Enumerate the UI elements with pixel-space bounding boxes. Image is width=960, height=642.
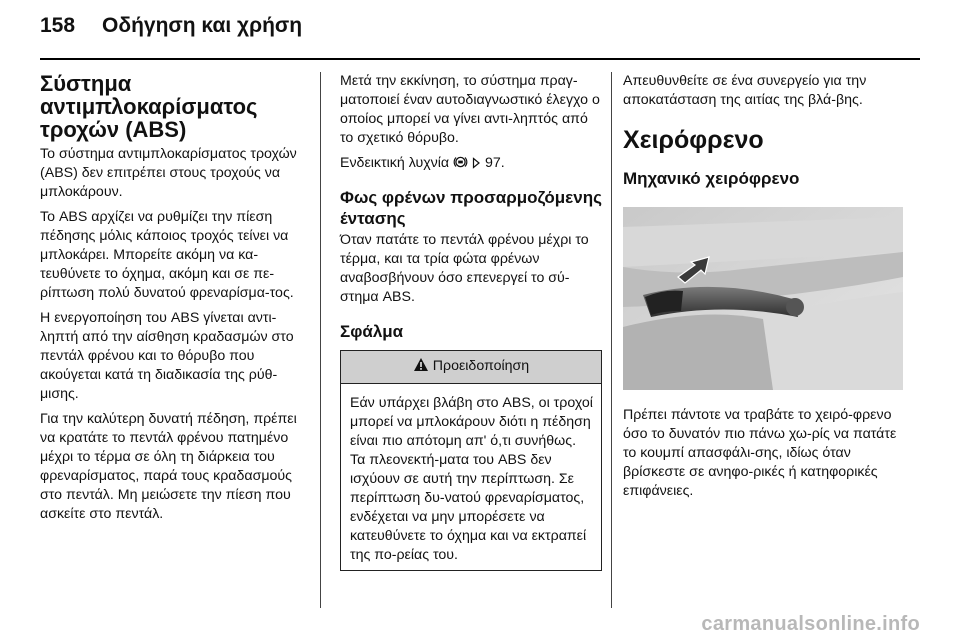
abs-warning-icon (453, 155, 468, 175)
column-middle (340, 72, 602, 571)
warning-box (340, 350, 602, 571)
page-reference-icon (472, 156, 481, 175)
warning-triangle-icon (413, 357, 429, 376)
page-number: 158 (40, 14, 76, 37)
column-divider (611, 72, 612, 608)
fault-heading: Σφάλμα (340, 322, 404, 341)
handbrake-illustration (623, 207, 903, 390)
warning-header (341, 351, 601, 384)
paragraph: Μετά την εκκίνηση, το σύστημα πραγ-ματοποιεί έναν αυτοδιαγνωστικό έλεγχο ο οποίος μπορεί να γίνει αντι-ληπτός από το σχετικό θόρυβο. (340, 73, 600, 146)
watermark: carmanualsonline.info (701, 613, 920, 635)
adaptive-brake-light-heading: Φως φρένων προσαρμοζόμενης έντασης (340, 188, 602, 228)
paragraph: Πρέπει πάντοτε να τραβάτε το χειρό-φρενο όσο το δυνατόν πιο πάνω χω-ρίς να πατάτε το κουμπί απασφάλι-σης, ιδίως όταν βρίσκεστε σε ανηφο-ρικές ή κατηφορικές επιφάνειες. (623, 407, 897, 499)
paragraph: Το σύστημα αντιμπλοκαρίσματος τροχών (ABS) δεν επιτρέπει στους τροχούς να μπλοκάρουν. (40, 146, 297, 200)
paragraph: Απευθυνθείτε σε ένα συνεργείο για την αποκατάσταση της αιτίας της βλά-βης. (623, 73, 867, 108)
indicator-reference (340, 154, 602, 175)
page-header (40, 14, 920, 48)
warning-title: Προειδοποίηση (432, 358, 530, 374)
paragraph: Η ενεργοποίηση του ABS γίνεται αντι-ληπτή από την αίσθηση κραδασμών στο πεντάλ φρένου και το θόρυβο που ακούγεται κατά τη διαδικασία της ρύθ-μισης. (40, 310, 294, 402)
paragraph: Όταν πατάτε το πεντάλ φρένου μέχρι το τέρμα, και τα τρία φώτα φρένων αναβοσβήνουν όσο επενεργεί το σύ-στημα ABS. (340, 232, 589, 305)
column-left (40, 72, 305, 530)
paragraph: Το ABS αρχίζει να ρυθμίζει την πίεση πέδησης μόλις κάποιος τροχός τείνει να μπλοκάρει. Μπορείτε ακόμη να κα-τευθύνετε το όχημα, ακόμη και σε πε-ρίπτωση πολύ δυνατού φρεναρίσμα-τος. (40, 209, 294, 301)
column-divider (320, 72, 321, 608)
section-title: Οδήγηση και χρήση (102, 14, 303, 37)
warning-body (341, 384, 601, 570)
header-rule (40, 58, 920, 60)
warning-text: Εάν υπάρχει βλάβη στο ABS, οι τροχοί μπορεί να μπλοκάρουν διότι η πέδηση είναι πιο απότομη απ' ό,τι συνήθως. Τα πλεονεκτή-ματα του ABS δεν ισχύουν σε αυτή την περίπτωση. Σε περίπτωση δυ-νατού φρεναρίσματος, ενδέχεται να μην μπορέσετε να κατευθύνετε το όχημα και να εκτραπεί της πο-ρείας του. (350, 395, 593, 563)
indicator-page-ref: 97. (484, 155, 505, 171)
paragraph: Για την καλύτερη δυνατή πέδηση, πρέπει να κρατάτε το πεντάλ φρένου πατημένο μέχρι το τέρμα σε όλη τη διάρκεια του φρεναρίσματος, παρά τους κραδασμούς στο πεντάλ. Μη μειώσετε την πίεση που ασκείτε στο πεντάλ. (40, 411, 297, 522)
handbrake-heading: Χειρόφρενο (623, 126, 764, 154)
indicator-label: Ενδεικτική λυχνία (340, 155, 450, 171)
abs-heading: Σύστημα αντιμπλοκαρίσματος τροχών (ABS) (40, 71, 258, 142)
column-right (623, 72, 903, 507)
mechanical-handbrake-heading: Μηχανικό χειρόφρενο (623, 169, 800, 188)
